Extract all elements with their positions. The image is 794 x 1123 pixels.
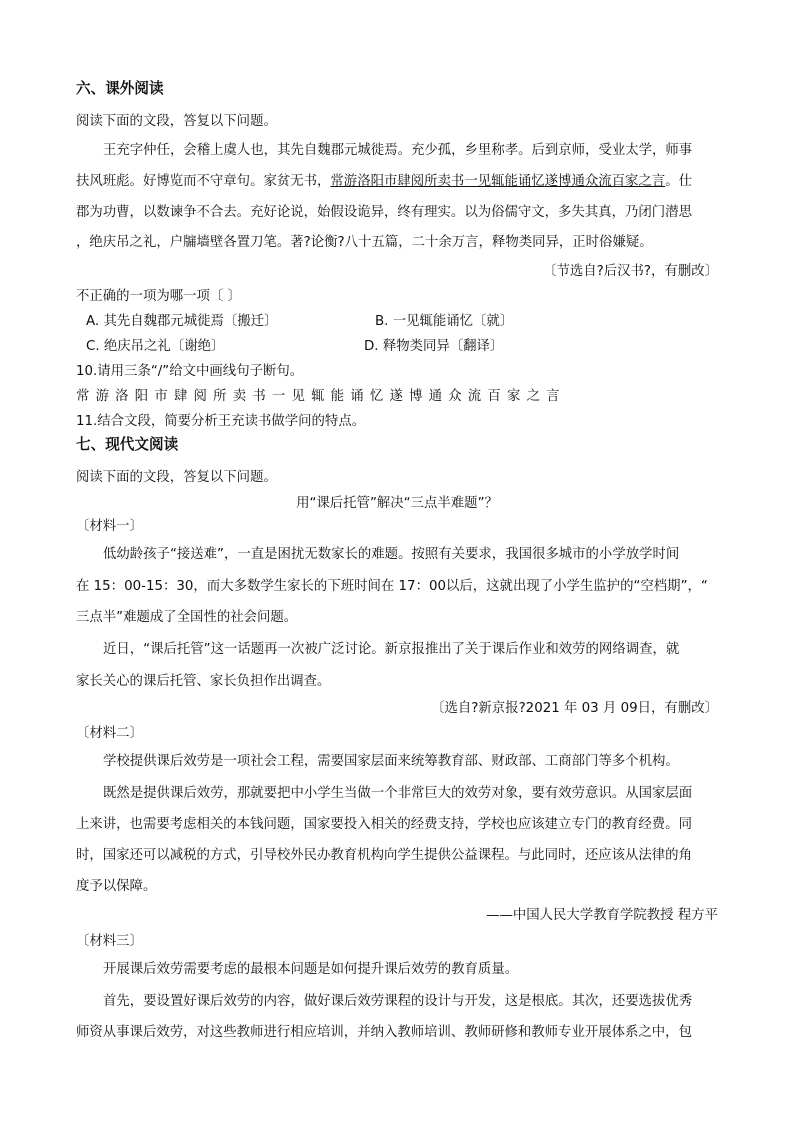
article-title: 用“课后托管”解决“三点半难题”？ <box>296 496 498 511</box>
question-11: 11.结合文段，简要分析王充读书做学问的特点。 <box>76 414 366 429</box>
question-10: 10.请用三条“/”给文中画线句子断句。 <box>76 364 304 379</box>
material-1-label: 〔材料一〕 <box>76 519 143 534</box>
material-1-line: 三点半”难题成了全国性的社会问题。 <box>76 610 298 625</box>
material-1-line: 在 15：00-15：30，而大多数学生家长的下班时间在 17：00以后，这就出现了小学生监护的“空档期”，“ <box>76 579 708 594</box>
material-2-line: 学校提供课后效劳是一项社会工程，需要国家层面来统筹教育部、财政部、工商部门等多个机构。 <box>103 754 679 769</box>
material-2-source: ——中国人民大学教育学院教授 程方平 <box>486 908 718 923</box>
material-2-line: 既然是提供课后效劳，那就要把中小学生当做一个非常巨大的效劳对象，要有效劳意识。从国家层面 <box>103 786 693 801</box>
section-heading-extracurricular-reading: 六、课外阅读 <box>76 80 164 97</box>
reading-instruction: 阅读下面的文段，答复以下问题。 <box>76 470 277 485</box>
material-2-line: 时，国家还可以减税的方式，引导校外民办教育机构向学生提供公益课程。与此同时，还应该从法律的角 <box>76 848 692 863</box>
option-d: D. 释物类同异〔翻译〕 <box>364 339 504 354</box>
passage-source: 〔节选自?后汉书?，有删改〕 <box>543 264 718 279</box>
material-1-line: 近日，“课后托管”这一话题再一次被广泛讨论。新京报推出了关于课后作业和效劳的网络调查，就 <box>103 642 680 657</box>
underlined-sentence: 常游洛阳市肆阅所卖书一见辄能诵忆遂博通众流百家之言 <box>330 174 666 189</box>
material-3-line: 开展课后效劳需要考虑的最根本问题是如何提升课后效劳的教育质量。 <box>103 962 519 977</box>
question-9: 不正确的一项为哪一项〔 〕 <box>76 289 241 304</box>
option-c: C. 绝庆吊之礼〔谢绝〕 <box>86 339 225 354</box>
material-2-line: 上来讲，也需要考虑相关的本钱问题，国家要投入相关的经费支持，学校也应该建立专门的教育经费。同 <box>76 817 692 832</box>
option-b: B. 一见辄能诵忆〔就〕 <box>375 314 514 329</box>
option-a: A. 其先自魏郡元城徙焉〔搬迁〕 <box>86 314 278 329</box>
material-1-source: 〔选自?新京报?2021 年 03 月 09日，有删改〕 <box>431 701 718 716</box>
reading-instruction: 阅读下面的文段，答复以下问题。 <box>76 114 277 129</box>
material-1-line: 低幼龄孩子“接送难”，一直是困扰无数家长的难题。按照有关要求，我国很多城市的小学放学时间 <box>103 547 680 562</box>
passage-line: 王充字仲任，会稽上虞人也，其先自魏郡元城徙焉。充少孤，乡里称孝。后到京师，受业太学，师事 <box>103 143 693 158</box>
material-3-line: 师资从事课后效劳，对这些教师进行相应培训，并纳入教师培训、教师研修和教师专业开展体系之中，包 <box>76 1025 692 1040</box>
passage-line: ，绝庆吊之礼，户牖墙壁各置刀笔。著?论衡?八十五篇，二十余万言，释物类同异，正时俗嫌疑。 <box>76 235 653 250</box>
material-3-label: 〔材料三〕 <box>76 934 143 949</box>
material-2-line: 度予以保障。 <box>76 879 157 894</box>
material-2-label: 〔材料二〕 <box>76 726 143 741</box>
material-1-line: 家长关心的课后托管、家长负担作出调查。 <box>76 674 331 689</box>
sentence-to-segment: 常游洛阳市肆阅所卖书一见辄能诵忆遂博通众流百家之言 <box>76 389 566 404</box>
passage-line: 扶风班彪。好博览而不守章句。家贫无书，常游洛阳市肆阅所卖书一见辄能诵忆遂博通众流百家之言。仕 <box>76 174 692 189</box>
passage-line: 郡为功曹，以数谏争不合去。充好论说，始假设诡异，终有理实。以为俗儒守文，多失其真，乃闭门潜思 <box>76 205 692 220</box>
material-3-line: 首先，要设置好课后效劳的内容，做好课后效劳课程的设计与开发，这是根底。其次，还要选拔优秀 <box>103 994 693 1009</box>
section-heading-modern-reading: 七、现代文阅读 <box>76 436 179 453</box>
